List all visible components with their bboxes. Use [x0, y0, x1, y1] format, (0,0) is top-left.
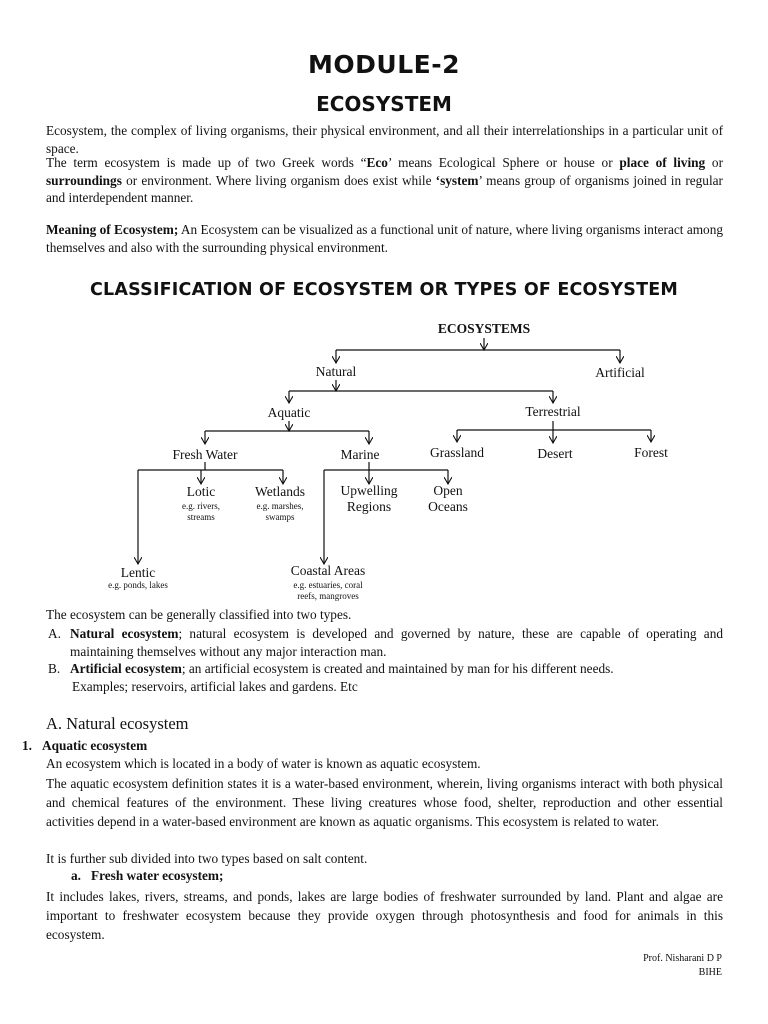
classification-heading: CLASSIFICATION OF ECOSYSTEM OR TYPES OF ECOSYSTEM [89, 280, 679, 300]
node-artificial: Artificial [595, 365, 645, 380]
type-b-item [46, 660, 723, 695]
node-wetlands-example-1: e.g. marshes, [256, 501, 304, 511]
type-b-text: ; an artificial ecosystem is created and maintained by man for his different needs. [181, 661, 614, 676]
node-lotic-example-2: streams [187, 512, 215, 522]
node-terrestrial: Terrestrial [525, 404, 581, 419]
natural-ecosystem-heading: A. Natural ecosystem [46, 714, 189, 733]
type-b-label: Artificial ecosystem [70, 661, 182, 676]
node-lotic: Lotic [186, 484, 216, 499]
footer [643, 952, 722, 980]
meaning-paragraph: Meaning of Ecosystem; An Ecosystem can be visualized as a functional unit of nature, where living organisms interact among themselves and also with the surrounding physical environment. [46, 222, 724, 255]
node-wetlands: Wetlands [255, 484, 305, 499]
aquatic-ecosystem-heading: 1. Aquatic ecosystem [22, 738, 148, 753]
node-lotic-example-1: e.g. rivers, [182, 501, 220, 511]
aquatic-paragraph-2: The aquatic ecosystem definition states it is a water-based environment, wherein, living organisms interact with both physical and chemical features of the environment. These living creatures whose food, shelter, reproduction and other essential activities depend in a water-based environment are known as aquatic organisms. This ecosystem is related to water. [46, 776, 723, 829]
node-wetlands-example-2: swamps [265, 512, 295, 522]
freshwater-paragraph: It includes lakes, rivers, streams, and ponds, lakes are large bodies of freshwater surrounded by land. Plant and algae are important to freshwater ecosystem because they provide oxygen through photosynthesis and food for animals in this ecosystem. [46, 889, 723, 942]
type-b-examples: Examples; reservoirs, artificial lakes and gardens. Etc [72, 678, 358, 694]
node-marine: Marine [340, 447, 380, 462]
node-lentic: Lentic [120, 565, 156, 580]
node-open-oceans-line-1: Open [433, 483, 463, 498]
ecosystem-classification-diagram [0, 310, 768, 610]
footer-author: Prof. Nisharani D P [643, 953, 722, 964]
node-forest: Forest [634, 445, 668, 460]
aquatic-paragraph-3: It is further sub divided into two types based on salt content. [46, 851, 368, 866]
node-desert: Desert [537, 446, 573, 461]
intro-paragraph-2: The term ecosystem is made up of two Greek words “Eco’ means Ecological Sphere or house or place of living or surroundings or environment. Where living organism does exist while ‘system’ means group of organisms joined in regular and interdependent manner. [46, 155, 724, 205]
node-fresh-water: Fresh Water [172, 447, 238, 462]
node-aquatic: Aquatic [267, 405, 311, 420]
type-a-text: ; natural ecosystem is developed and governed by nature, these are capable of operating and maintaining themselves without any major interaction man. [70, 626, 723, 659]
type-a-marker: A. [48, 626, 61, 641]
node-upwelling-line-1: Upwelling [340, 483, 398, 498]
node-natural: Natural [315, 364, 357, 379]
node-coastal-areas: Coastal Areas [290, 563, 366, 578]
intro-paragraph-1: Ecosystem, the complex of living organisms, their physical environment, and all their interrelationships in a particular unit of space. [46, 123, 723, 156]
node-open-oceans-line-2: Oceans [428, 499, 468, 514]
type-a-item [46, 625, 723, 660]
node-coastal-example-1: e.g. estuaries, coral [293, 580, 363, 590]
type-b-marker: B. [48, 661, 61, 676]
node-upwelling-line-2: Regions [346, 499, 392, 514]
page-title: MODULE-2 [308, 50, 460, 79]
node-grassland: Grassland [430, 445, 484, 460]
page-subtitle: ECOSYSTEM [316, 92, 452, 116]
freshwater-ecosystem-heading: a. Fresh water ecosystem; [71, 868, 224, 883]
type-a-label: Natural ecosystem [70, 626, 179, 641]
node-coastal-example-2: reefs, mangroves [297, 591, 359, 601]
types-intro: The ecosystem can be generally classified into two types. [46, 607, 352, 622]
aquatic-paragraph-1: An ecosystem which is located in a body of water is known as aquatic ecosystem. [46, 756, 481, 771]
footer-institute: BIHE [698, 967, 722, 978]
node-lentic-example: e.g. ponds, lakes [108, 580, 168, 590]
node-ecosystems: ECOSYSTEMS [437, 321, 531, 336]
